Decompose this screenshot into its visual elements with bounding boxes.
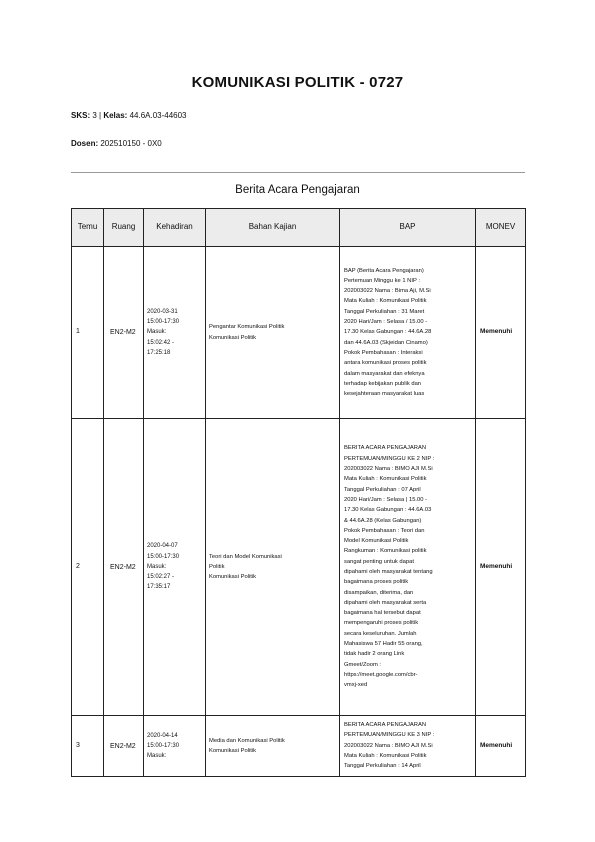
cell-bahan-kajian: Pengantar Komunikasi Politik Komunikasi Politik: [206, 247, 340, 419]
header-kehadiran: Kehadiran: [144, 209, 206, 247]
cell-kehadiran: 2020-04-07 15:00-17:30 Masuk: 15:02:27 - 17:35:17: [144, 419, 206, 716]
cell-monev: Memenuhi: [476, 716, 526, 777]
table-row: [72, 716, 526, 777]
cell-bap: BAP (Berita Acara Pengajaran) Pertemuan Minggu ke 1 NIP : 202003022 Nama : Bima Aji, M.Si Mata Kuliah : Komunikasi Politik Tanggal Perkuliahan : 31 Maret 2020 Hari/Jam : Selasa / 15.00 - 17.30 Kelas Gabungan : 44.6A.28 dan 44.6A.03 (Skjeidan Cinamo) Pokok Pembahasan : Interaksi antara komunikasi proses politik dalam masyarakat dan efeknya terhadap kebijakan publik dan kesejahteraan masyarakat luas: [340, 247, 476, 419]
kelas-label: Kelas:: [103, 111, 128, 120]
cell-monev: Memenuhi: [476, 419, 526, 716]
header-monev: MONEV: [476, 209, 526, 247]
cell-bahan-kajian: Media dan Komunikasi Politik Komunikasi Politik: [206, 716, 340, 777]
cell-temu: 2: [72, 419, 104, 716]
table-header-row: [72, 209, 526, 247]
header-bap: BAP: [340, 209, 476, 247]
cell-bahan-kajian: Teori dan Model Komunikasi Politik Komunikasi Politik: [206, 419, 340, 716]
header-ruang: Ruang: [104, 209, 144, 247]
cell-bap-text: BERITA ACARA PENGAJARAN PERTEMUAN/MINGGU KE 3 NIP : 202003022 Nama : BIMO AJI M.Si Mata Kuliah : Komunikasi Politik Tanggal Perkuliahan : 14 April: [344, 722, 435, 770]
dosen-value: 202510150 - 0X0: [98, 139, 162, 148]
sks-value: 3 |: [90, 111, 104, 120]
table-row: [72, 247, 526, 419]
cell-monev: Memenuhi: [476, 247, 526, 419]
cell-kehadiran: 2020-04-14 15:00-17:30 Masuk:: [144, 716, 206, 777]
cell-bap: [340, 716, 476, 777]
dosen-label: Dosen:: [71, 139, 99, 148]
kelas-value: 44.6A.03-44603: [127, 111, 187, 120]
cell-temu: 1: [72, 247, 104, 419]
lecturer-meta: [71, 139, 162, 148]
cell-ruang: EN2-M2: [104, 247, 144, 419]
course-meta: [71, 111, 187, 120]
divider: [71, 172, 525, 173]
sks-label: SKS:: [71, 111, 91, 120]
table-row: [72, 419, 526, 716]
cell-bap: BERITA ACARA PENGAJARAN PERTEMUAN/MINGGU KE 2 NIP : 202003022 Nama : BIMO AJI M.Si Mata Kuliah : Komunikasi Politik Tanggal Perkuliahan : 07 April 2020 Hari/Jam : Selasa | 15.00 - 17.30 Kelas Gabungan : 44.6A.03 & 44.6A.28 (Kelas Gabungan) Pokok Pembahasan : Teori dan Model Komunikasi Politik Rangkuman : Komunikasi politik sangat penting untuk dapat dipahami oleh masyarakat tentang bagaimana proses politik disampaikan, diterima, dan dipahami oleh masyarakat serta bagaimana hal tersebut dapat mempengaruhi proses politik secara keseluruhan. Jumlah Mahasiswa 57 Hadir 55 orang, tidak hadir 2 orang Link Gmeet/Zoom : https://meet.google.com/cbr- vmxj-xed: [340, 419, 476, 716]
cell-ruang: EN2-M2: [104, 419, 144, 716]
teaching-record-table: [71, 208, 526, 777]
cell-ruang: EN2-M2: [104, 716, 144, 777]
header-temu: Temu: [72, 209, 104, 247]
cell-temu: 3: [72, 716, 104, 777]
cell-kehadiran: 2020-03-31 15:00-17:30 Masuk: 15:02:42 - 17:25:18: [144, 247, 206, 419]
header-bahan-kajian: Bahan Kajian: [206, 209, 340, 247]
page-title: KOMUNIKASI POLITIK - 0727: [191, 74, 404, 91]
section-title: Berita Acara Pengajaran: [235, 184, 360, 196]
